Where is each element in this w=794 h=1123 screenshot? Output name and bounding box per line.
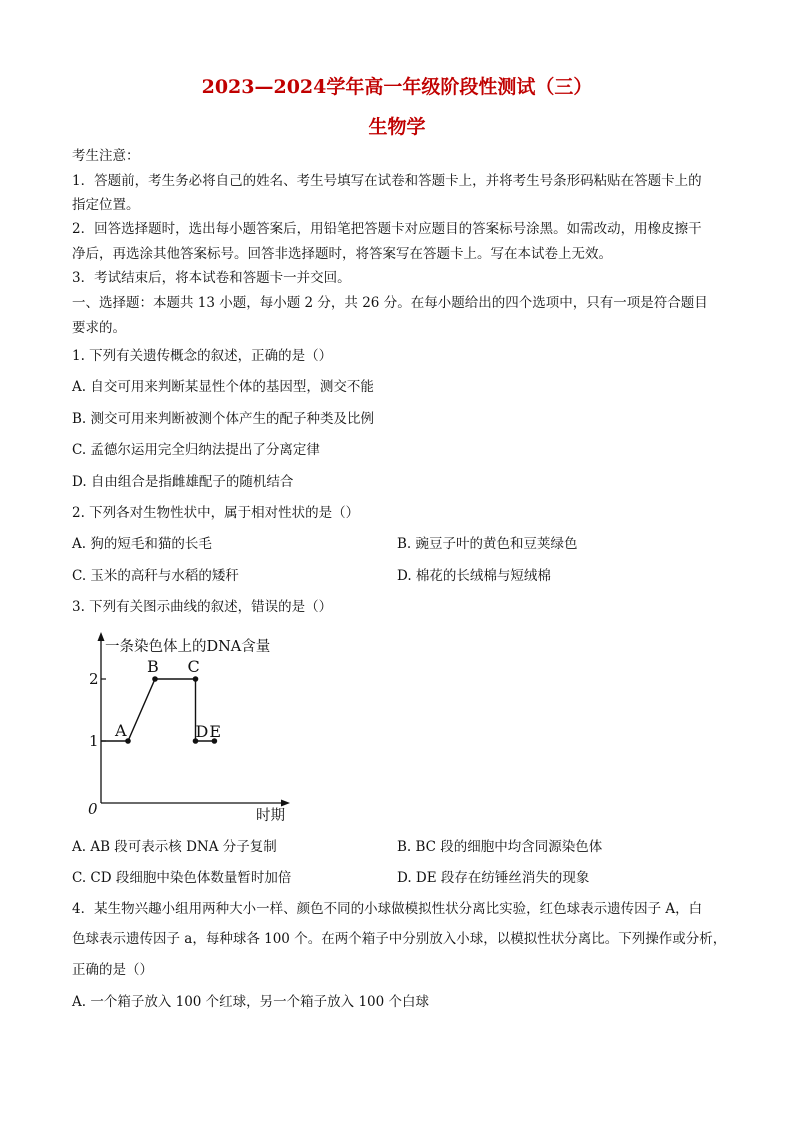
y-axis-label: 一条染色体上的DNA含量	[105, 639, 271, 655]
notice-item-1-line-2: 指定位置。	[72, 197, 140, 213]
q3-option-b: B. BC 段的细胞中均含同源染色体	[397, 839, 603, 855]
chart-ticks	[89, 670, 106, 750]
point-C	[193, 676, 199, 682]
q2-option-b: B. 豌豆子叶的黄色和豆荚绿色	[397, 536, 578, 552]
q1-option-b: B. 测交可用来判断被测个体产生的配子种类及比例	[72, 411, 375, 427]
y-tick-label-1: 1	[89, 732, 99, 750]
notice-item-2-line-1: 2．回答选择题时，选出每小题答案后，用铅笔把答题卡对应题目的答案标号涂黑。如需改动，用橡皮擦干	[72, 221, 702, 237]
exam-title: 2023—2024学年高一年级阶段性测试（三）	[201, 76, 593, 98]
q1-option-c: C. 孟德尔运用完全归纳法提出了分离定律	[72, 442, 320, 458]
q4-stem-line-3: 正确的是（）	[72, 962, 153, 978]
q2-stem: 2. 下列各对生物性状中，属于相对性状的是（）	[72, 505, 360, 521]
notice-item-3: 3．考试结束后，将本试卷和答题卡一并交回。	[72, 270, 351, 286]
point-label-A: A	[115, 721, 127, 740]
x-axis-arrow	[281, 800, 290, 807]
x-axis-label: 时期	[256, 808, 285, 824]
y-axis-arrow	[98, 632, 105, 641]
q2-option-c: C. 玉米的高秆与水稻的矮秆	[72, 568, 239, 584]
dna-content-chart	[80, 628, 310, 828]
q1-option-a: A. 自交可用来判断某显性个体的基因型，测交不能	[72, 379, 374, 395]
subject-title: 生物学	[368, 116, 426, 138]
q4-option-a: A. 一个箱子放入 100 个红球，另一个箱子放入 100 个白球	[72, 994, 430, 1010]
q3-option-d: D. DE 段存在纺锤丝消失的现象	[397, 870, 590, 886]
q3-stem: 3. 下列有关图示曲线的叙述，错误的是（）	[72, 599, 333, 615]
q4-stem-line-2: 色球表示遗传因子 a，每种球各 100 个。在两个箱子中分别放入小球，以模拟性状分离比。下列操作或分析，	[72, 931, 727, 947]
q3-option-a: A. AB 段可表示核 DNA 分子复制	[72, 839, 277, 855]
notice-item-2-line-2: 净后，再选涂其他答案标号。回答非选择题时，将答案写在答题卡上。写在本试卷上无效。	[72, 246, 612, 262]
origin-label: 0	[88, 800, 98, 818]
notice-heading: 考生注意：	[72, 148, 140, 164]
point-label-E: E	[209, 722, 222, 741]
chart-series	[101, 657, 221, 744]
section-1-instruction-line-1: 一、选择题：本题共 13 小题，每小题 2 分，共 26 分。在每小题给出的四个选项中，只有一项是符合题目	[72, 295, 708, 311]
point-label-D: D	[195, 722, 209, 741]
section-1-instruction-line-2: 要求的。	[72, 320, 126, 336]
q2-option-a: A. 狗的短毛和猫的长毛	[72, 536, 212, 552]
point-label-C: C	[187, 657, 200, 676]
point-label-B: B	[147, 657, 159, 676]
q2-option-d: D. 棉花的长绒棉与短绒棉	[397, 568, 551, 584]
q1-option-d: D. 自由组合是指雌雄配子的随机结合	[72, 474, 294, 490]
q1-stem: 1. 下列有关遗传概念的叙述，正确的是（）	[72, 348, 333, 364]
q4-stem-line-1: 4．某生物兴趣小组用两种大小一样、颜色不同的小球做模拟性状分离比实验，红色球表示遗传因子 A，白	[72, 901, 703, 917]
point-B	[152, 676, 158, 682]
y-tick-label-2: 2	[89, 670, 99, 688]
notice-item-1-line-1: 1．答题前，考生务必将自己的姓名、考生号填写在试卷和答题卡上，并将考生号条形码粘贴在答题卡上的	[72, 173, 702, 189]
q3-option-c: C. CD 段细胞中染色体数量暂时加倍	[72, 870, 292, 886]
